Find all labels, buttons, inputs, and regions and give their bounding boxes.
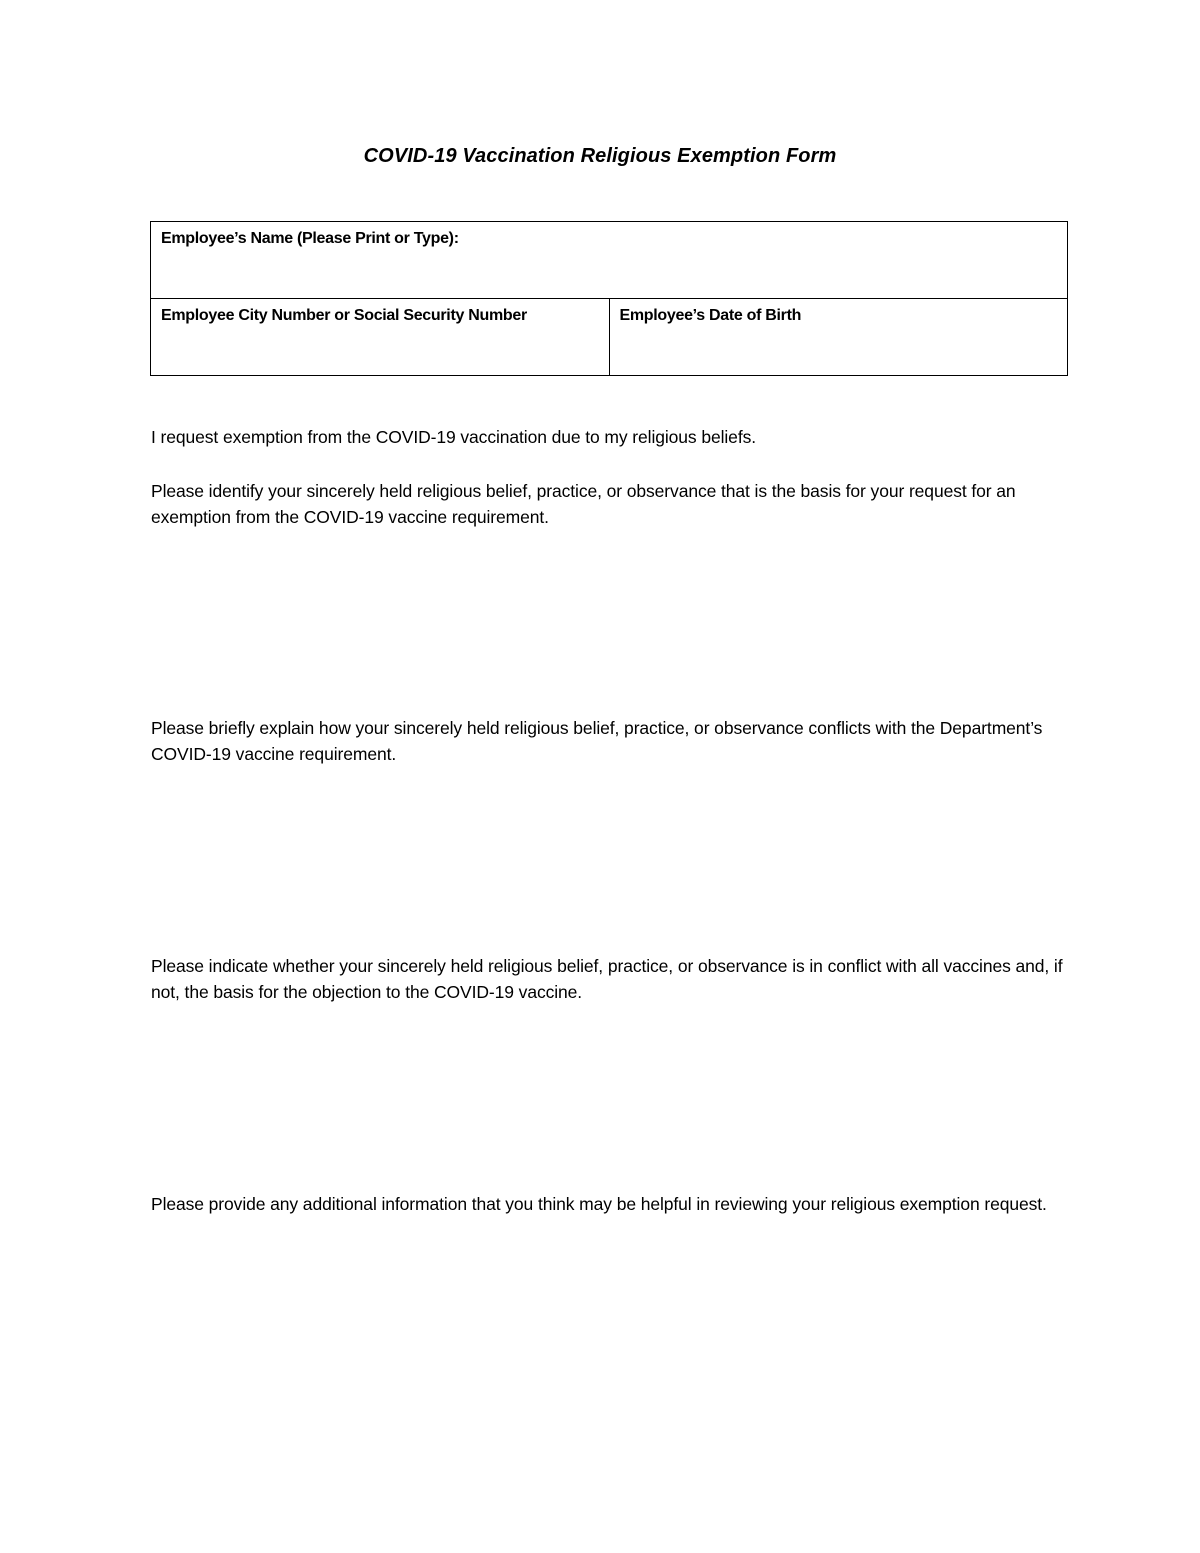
all-vaccines-prompt: Please indicate whether your sincerely held religious belief, practice, or observance is in conflict with all vaccines and, if not, the basis for the objection to the COVID-19 vaccine. — [151, 956, 1063, 1002]
conflict-prompt: Please briefly explain how your sincerely held religious belief, practice, or observance conflicts with the Department’s COVID-19 vaccine requirement. — [151, 718, 1043, 764]
employee-name-field[interactable] — [151, 222, 1068, 299]
employee-id-label: Employee City Number or Social Security Number — [161, 307, 527, 324]
employee-dob-field[interactable] — [609, 299, 1068, 376]
conflict-answer-area[interactable] — [151, 769, 1069, 939]
employee-id-field[interactable] — [151, 299, 610, 376]
belief-answer-area[interactable] — [151, 532, 1069, 702]
form-title: COVID-19 Vaccination Religious Exemption Form — [363, 145, 837, 167]
table-row — [151, 222, 1068, 299]
additional-info-prompt: Please provide any additional information that you think may be helpful in reviewing your religious exemption request. — [151, 1194, 1047, 1214]
employee-info-table — [150, 221, 1068, 376]
table-row — [151, 299, 1068, 376]
belief-prompt: Please identify your sincerely held religious belief, practice, or observance that is the basis for your request for an exemption from the COVID-19 vaccine requirement. — [151, 481, 1016, 527]
all-vaccines-answer-area[interactable] — [151, 1007, 1069, 1177]
employee-dob-label: Employee’s Date of Birth — [619, 307, 802, 324]
request-statement: I request exemption from the COVID-19 vaccination due to my religious beliefs. — [151, 427, 756, 447]
additional-info-answer-area[interactable] — [151, 1245, 1069, 1445]
employee-name-label: Employee’s Name (Please Print or Type): — [161, 230, 459, 247]
